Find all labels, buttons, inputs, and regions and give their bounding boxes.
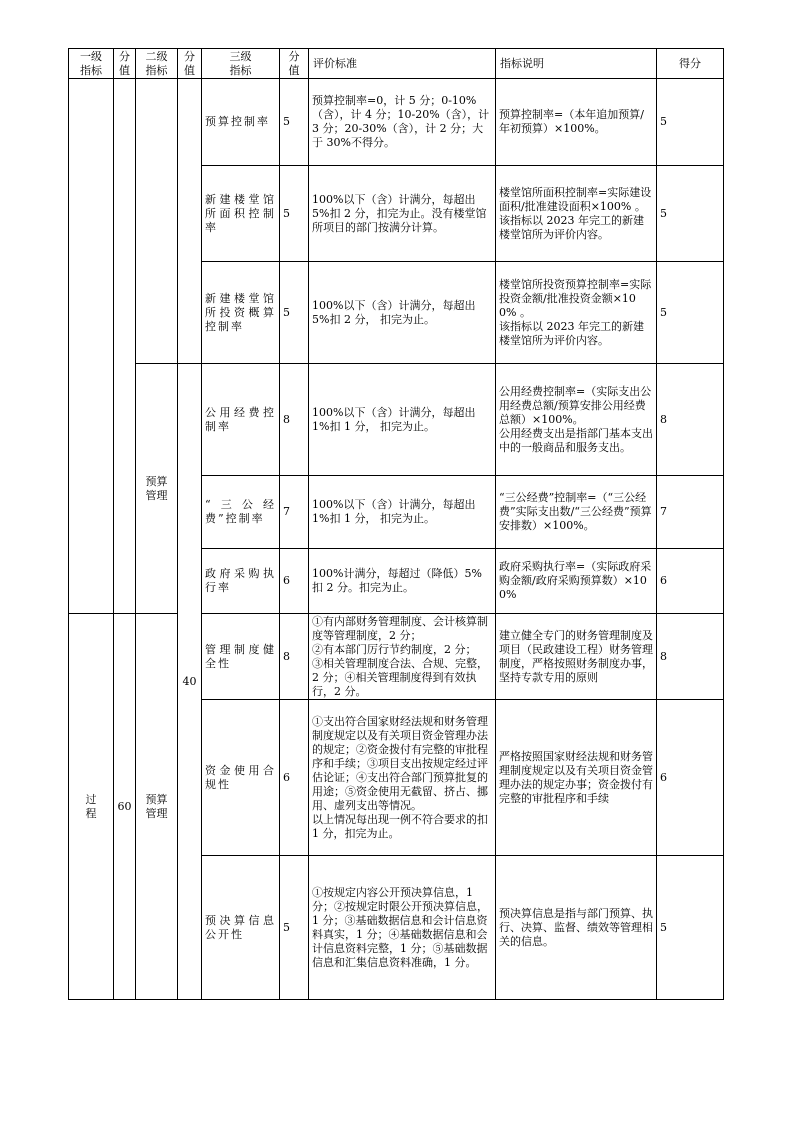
indicator-score: 5 [280,166,309,262]
header-score2: 分 值 [178,49,202,79]
criteria-cell: 预算控制率=0，计 5 分；0-10%（含），计 4 分；10-20%（含），计 3 分；20-30%（含），计 2 分；大于 30%不得分。 [309,79,496,166]
description-cell: 政府采购执行率=（实际政府采购金额/政府采购预算数）×100% [496,549,657,614]
indicator-name: 公用经费控制率 [202,364,280,476]
header-level3: 三级 指标 [202,49,280,79]
description-cell: “三公经费”控制率=（“三公经费”实际支出数/“三公经费”预算安排数）×100%。 [496,476,657,549]
indicator-score: 6 [280,549,309,614]
result-cell: 6 [657,700,724,856]
level1-score-cell-empty [114,79,136,614]
header-description: 指标说明 [496,49,657,79]
indicator-score: 5 [280,262,309,364]
indicator-name: 管理制度健全性 [202,614,280,700]
criteria-cell: 100%以下（含）计满分，每超出 5%扣 2 分， 扣完为止。 [309,262,496,364]
result-cell: 5 [657,262,724,364]
description-cell: 楼堂馆所面积控制率=实际建设面积/批准建设面积×100% 。 该指标以 2023 年完工的新建楼堂馆所为评价内容。 [496,166,657,262]
result-cell: 5 [657,79,724,166]
description-cell: 预算控制率=（本年追加预算/年初预算）×100%。 [496,79,657,166]
result-cell: 8 [657,614,724,700]
description-cell: 预决算信息是指与部门预算、执行、决算、监督、绩效等管理相关的信息。 [496,856,657,1000]
result-cell: 5 [657,856,724,1000]
indicator-name: 预算控制率 [202,79,280,166]
indicator-score: 6 [280,700,309,856]
result-cell: 8 [657,364,724,476]
level1-cell-empty [69,79,114,614]
indicator-name: 新建楼堂馆所面积控制率 [202,166,280,262]
criteria-cell: 100%计满分，每超过（降低）5%扣 2 分。扣完为止。 [309,549,496,614]
result-cell: 7 [657,476,724,549]
indicator-name: 资金使用合规性 [202,700,280,856]
criteria-cell: ①有内部财务管理制度、会计核算制度等管理制度，2 分； ②有本部门厉行节约制度，2 分； ③相关管理制度合法、合规、完整，2 分；④相关管理制度得到有效执行，2 分。 [309,614,496,700]
level1-score: 60 [114,614,136,1000]
indicator-score: 8 [280,364,309,476]
header-level1: 一级 指标 [69,49,114,79]
criteria-cell: 100%以下（含）计满分，每超出 5%扣 2 分，扣完为止。没有楼堂馆所项目的部门按满分计算。 [309,166,496,262]
result-cell: 6 [657,549,724,614]
level2-name: 预算 管理 [136,364,178,614]
level2-name: 预算 管理 [136,614,178,1000]
indicator-name: 政府采购执行率 [202,549,280,614]
level2-score-cell-empty [178,79,202,364]
evaluation-table [68,48,724,1000]
table-row [69,79,724,166]
table-row [69,364,724,476]
result-cell: 5 [657,166,724,262]
indicator-name: “三公经费”控制率 [202,476,280,549]
description-cell: 楼堂馆所投资预算控制率=实际投资金额/批准投资金额×100% 。 该指标以 2023 年完工的新建楼堂馆所为评价内容。 [496,262,657,364]
indicator-score: 5 [280,856,309,1000]
indicator-name: 预决算信息公开性 [202,856,280,1000]
criteria-cell: 100%以下（含）计满分，每超出 1%扣 1 分， 扣完为止。 [309,364,496,476]
level1-name: 过 程 [69,614,114,1000]
description-cell: 建立健全专门的财务管理制度及项目（民政建设工程）财务管理制度，严格按照财务制度办事，坚持专款专用的原则 [496,614,657,700]
header-score1: 分 值 [114,49,136,79]
criteria-cell: ①支出符合国家财经法规和财务管理制度规定以及有关项目资金管理办法的规定；②资金拨付有完整的审批程序和手续；③项目支出按规定经过评估论证；④支出符合部门预算批复的用途；⑤资金使用无截留、挤占、挪用、虚列支出等情况。 以上情况每出现一例不符合要求的扣 1 分，扣完为止。 [309,700,496,856]
header-criteria: 评价标准 [309,49,496,79]
header-result: 得分 [657,49,724,79]
description-cell: 严格按照国家财经法规和财务管理制度规定以及有关项目资金管理办法的规定办事；资金拨付有完整的审批程序和手续 [496,700,657,856]
indicator-name: 新建楼堂馆所投资概算控制率 [202,262,280,364]
indicator-score: 7 [280,476,309,549]
indicator-score: 5 [280,79,309,166]
header-level2: 二级 指标 [136,49,178,79]
description-cell: 公用经费控制率=（实际支出公用经费总额/预算安排公用经费总额）×100%。 公用经费支出是指部门基本支出中的一般商品和服务支出。 [496,364,657,476]
header-score3: 分 值 [280,49,309,79]
header-row [69,49,724,79]
indicator-score: 8 [280,614,309,700]
criteria-cell: 100%以下（含）计满分，每超出 1%扣 1 分， 扣完为止。 [309,476,496,549]
criteria-cell: ①按规定内容公开预决算信息，1 分；②按规定时限公开预决算信息，1 分；③基础数据信息和会计信息资料真实，1 分；④基础数据信息和会计信息资料完整，1 分；⑤基础数据信息和汇集信息资料准确，1 分。 [309,856,496,1000]
table-row [69,614,724,700]
level2-cell-empty [136,79,178,364]
level2-score: 40 [178,364,202,1000]
